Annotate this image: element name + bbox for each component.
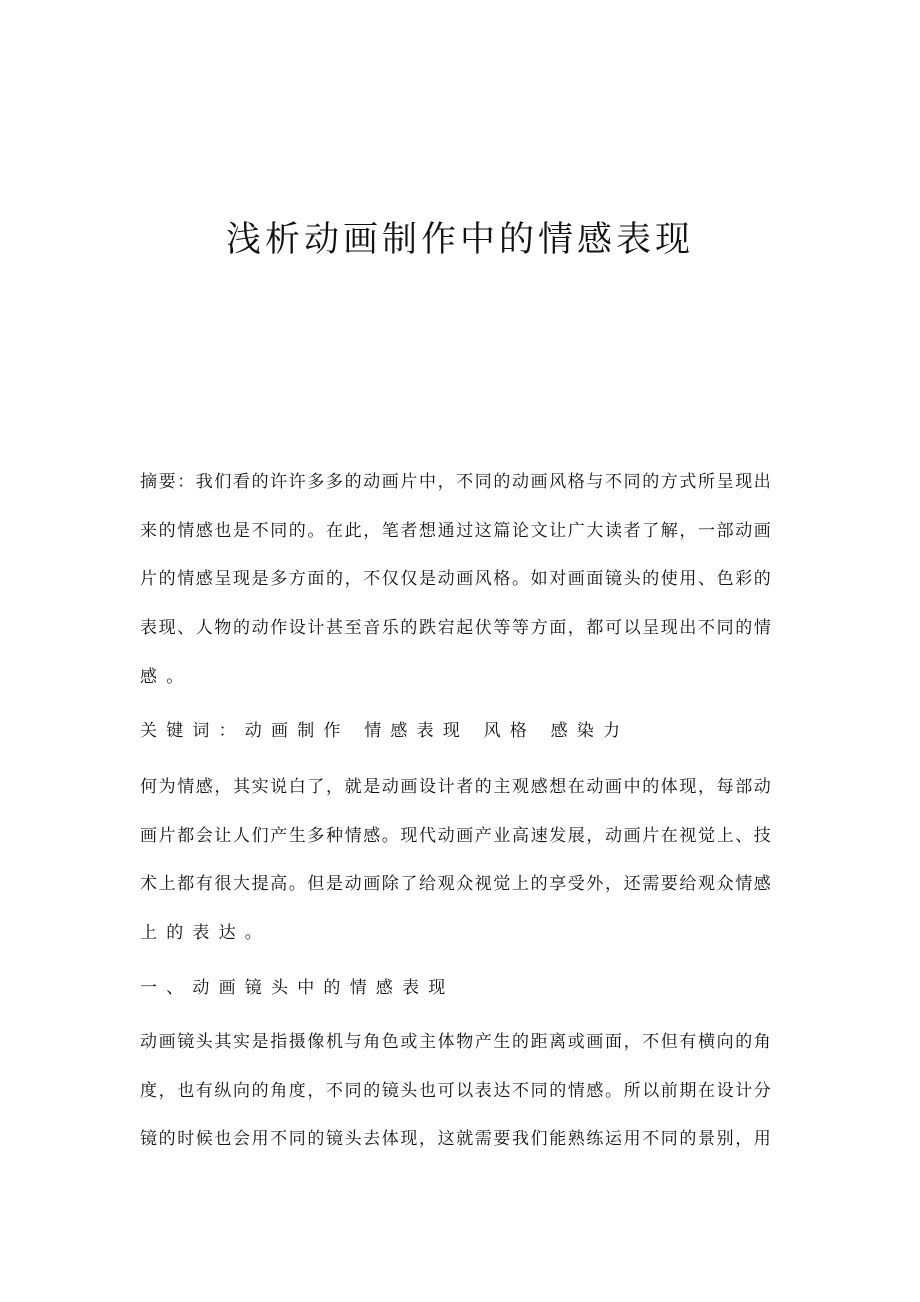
document-title: 浅析动画制作中的情感表现 [225, 220, 694, 260]
text-line: 来的情感也是不同的。在此，笔者想通过这篇论文让广大读者了解，一部动画 [140, 520, 773, 541]
text-line: 表现、人物的动作设计甚至音乐的跌宕起伏等等方面，都可以呈现出不同的情 [140, 618, 773, 639]
text-line: 上的表达。 [140, 923, 271, 944]
intro-paragraph [140, 763, 772, 958]
section-heading [140, 964, 772, 1013]
text-line: 画片都会让人们产生多种情感。现代动画产业高速发展，动画片在视觉上、技 [140, 825, 773, 846]
section1-paragraph [140, 1018, 772, 1164]
text-line: 何为情感，其实说白了，就是动画设计者的主观感想在动画中的体现，每部动 [140, 777, 773, 797]
text-line: 术上都有很大提高。但是动画除了给观众视觉上的享受外，还需要给观众情感 [140, 874, 773, 895]
text-line: 感。 [140, 666, 193, 687]
text-line: 片的情感呈现是多方面的，不仅仅是动画风格。如对画面镜头的使用、色彩的 [140, 569, 773, 590]
abstract-paragraph [140, 458, 772, 702]
keywords-paragraph [140, 707, 772, 756]
text-line: 镜的时候也会用不同的镜头去体现，这就需要我们能熟练运用不同的景别，用 [140, 1129, 773, 1150]
text-line: 摘要：我们看的许许多多的动画片中，不同的动画风格与不同的方式所呈现出 [140, 472, 773, 492]
section-heading-text: 一、动画镜头中的情感表现 [140, 978, 455, 998]
text-line: 度，也有纵向的角度，不同的镜头也可以表达不同的情感。所以前期在设计分 [140, 1080, 773, 1101]
keywords-line: 关键词：动画制作 情感表现 风格 感染力 [140, 721, 630, 741]
text-line: 动画镜头其实是指摄像机与角色或主体物产生的距离或画面，不但有横向的角 [140, 1032, 773, 1052]
